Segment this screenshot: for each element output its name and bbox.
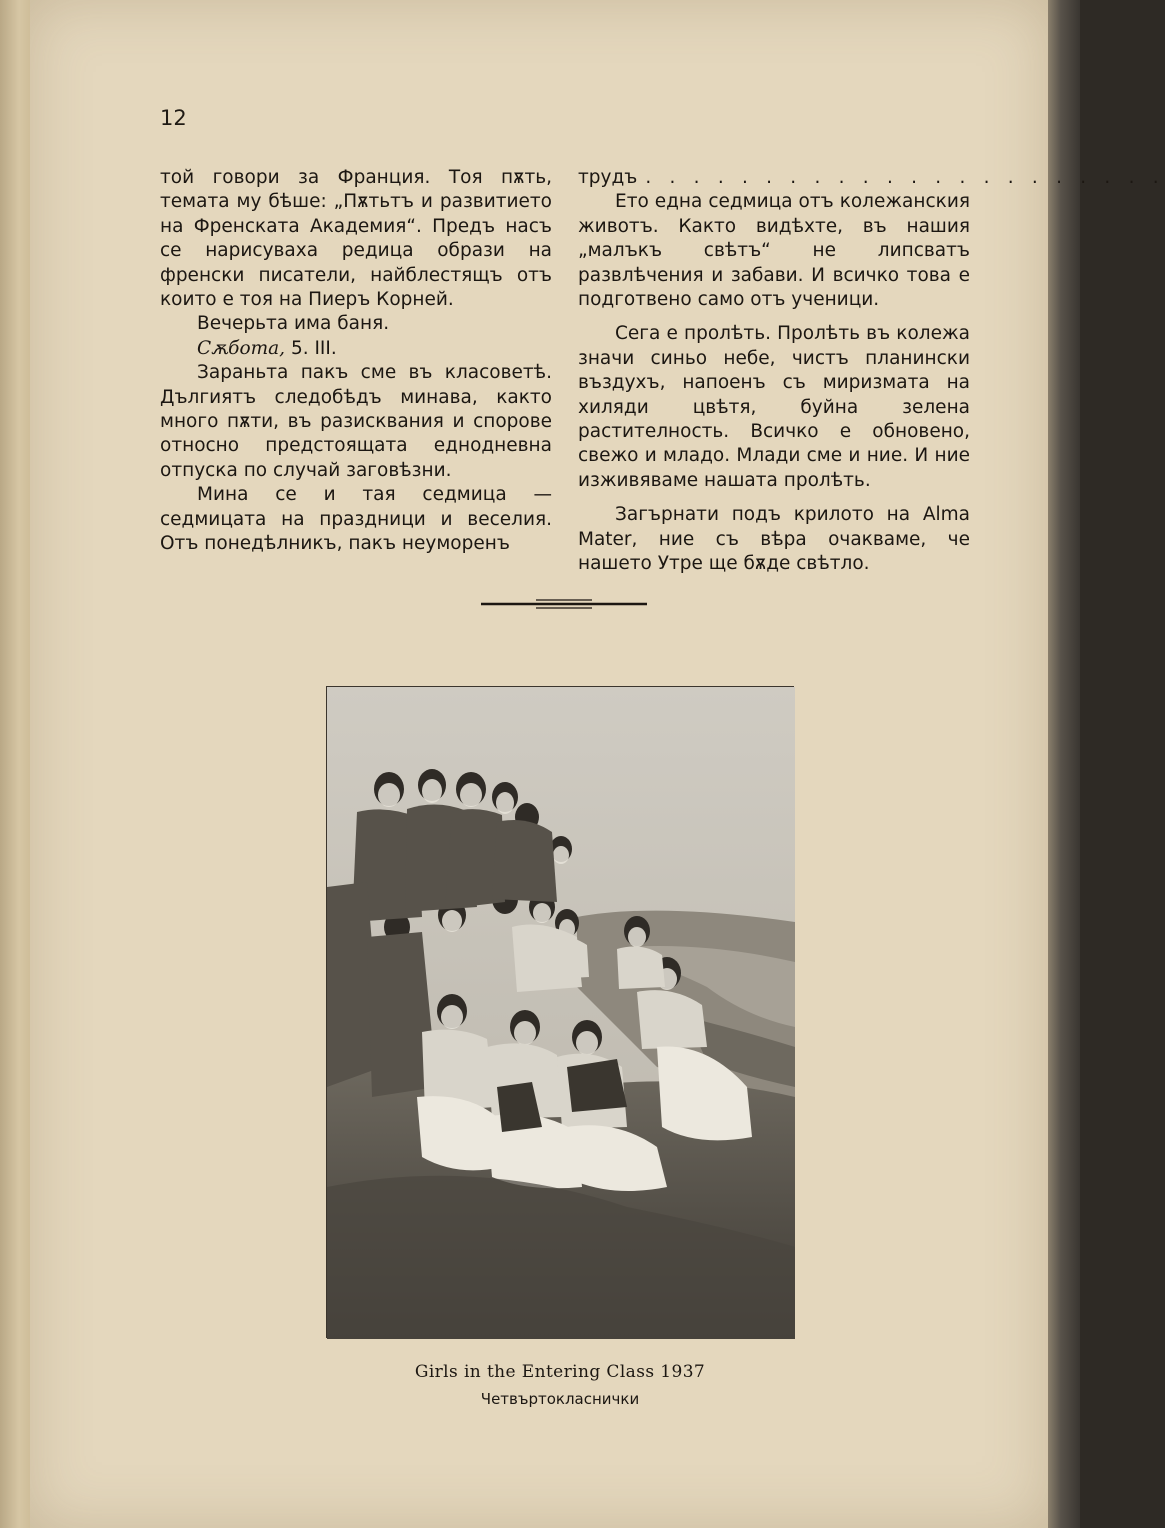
left-text-column bbox=[160, 166, 552, 557]
left-paragraph-4: Зараньта пакъ сме въ класоветѣ. Дългиятъ следобѣдъ минава, както много пѫти, въ разисквания и спорове относно предстоящата еднодневна отпуска по случай заговѣзни. bbox=[160, 362, 552, 481]
right-paragraph-2: Сега е пролѣть. Пролѣть въ колежа значи синьо небе, чистъ планински въздухъ, напоенъ съ миризмата на хиляди цвѣтя, буйна зелена растителность. Всичко е обновено, свежо и младо. Млади сме и ние. И ние изживяваме нашата пролѣть. bbox=[578, 323, 970, 491]
right-paragraph-3: Загърнати подъ крилото на Alma Mater, ние съ вѣра очакваме, че нашето Утре ще бѫде свѣтло. bbox=[578, 504, 970, 575]
photo-caption-english: Girls in the Entering Class 1937 bbox=[414, 1362, 706, 1382]
photo-caption-bulgarian: Четвъртокласнички bbox=[480, 1390, 640, 1408]
book-binding bbox=[0, 0, 32, 1528]
left-paragraph-5: Мина се и тая седмица — седмицата на праздници и веселия. Отъ понедѣлникъ, пакъ неуморенъ bbox=[160, 484, 552, 555]
date-day: Сѫбота, bbox=[197, 337, 286, 359]
section-divider bbox=[481, 598, 647, 614]
right-paragraph-1: Ето една седмица отъ колежанския животъ. Както видѣхте, въ нашия „малъкъ свѣтъ“ не липсватъ развлѣчения и забави. И всичко това е подготвено само отъ ученици. bbox=[578, 191, 970, 311]
photo-illustration bbox=[327, 687, 795, 1339]
leader-dots: . . . . . . . . . . . . . . . . . . . . . . bbox=[645, 167, 1165, 188]
page-number: 12 bbox=[160, 106, 187, 130]
page-edge bbox=[1048, 0, 1080, 1528]
right-text-column bbox=[578, 166, 1165, 577]
date-number: 5. III. bbox=[285, 337, 337, 359]
continued-word: трудъ bbox=[578, 167, 638, 188]
group-photograph bbox=[326, 686, 794, 1338]
date-heading bbox=[160, 337, 552, 361]
left-paragraph-2: Вечерьта има баня. bbox=[197, 313, 390, 335]
left-paragraph-1: той говори за Франция. Тоя пѫть, темата му бѣше: „Пѫтьтъ и развитието на Френската Академия“. Предъ насъ се нарисуваха редица образи на френски писатели, найблестящъ отъ които е тоя на Пиеръ Корней. bbox=[160, 167, 552, 311]
continued-line bbox=[578, 166, 1165, 190]
